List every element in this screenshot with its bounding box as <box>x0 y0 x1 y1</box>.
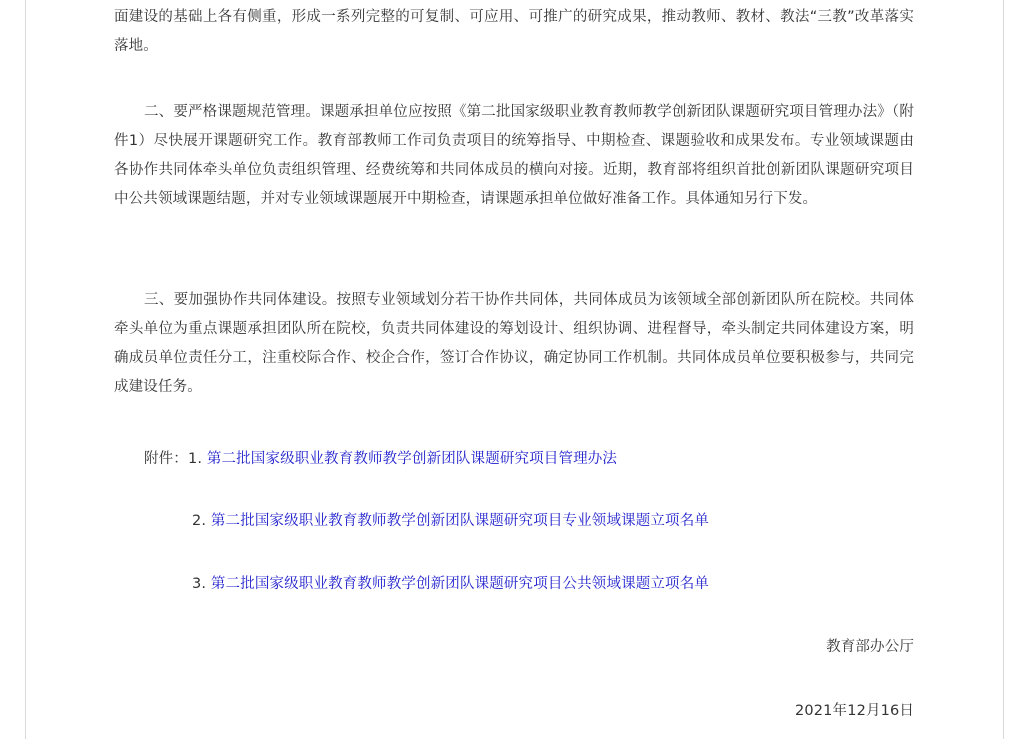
attachment-number: 1. <box>187 451 207 467</box>
attachment-number: 3. <box>192 576 211 592</box>
attachment-link-1[interactable]: 第二批国家级职业教育教师教学创新团队课题研究项目管理办法 <box>206 451 618 467</box>
attachment-link-3[interactable]: 第二批国家级职业教育教师教学创新团队课题研究项目公共领域课题立项名单 <box>210 576 710 592</box>
attachment-row-3 <box>192 570 709 599</box>
attachment-number: 2. <box>192 513 211 529</box>
attachment-link-2[interactable]: 第二批国家级职业教育教师教学创新团队课题研究项目专业领域课题立项名单 <box>210 513 710 529</box>
paragraph-intro-tail: 面建设的基础上各有侧重，形成一系列完整的可复制、可应用、可推广的研究成果，推动教师、教材、教法“三教”改革落实落地。 <box>114 9 914 54</box>
paragraph-section-three: 三、要加强协作共同体建设。按照专业领域划分若干协作共同体，共同体成员为该领域全部创新团队所在院校。共同体牵头单位为重点课题承担团队所在院校，负责共同体建设的筹划设计、组织协调、进程督导，牵头制定共同体建设方案，明确成员单位责任分工，注重校际合作、校企合作，签订合作协议，确定协同工作机制。共同体成员单位要积极参与，共同完成建设任务。 <box>114 292 914 395</box>
paragraph-section-two: 二、要严格课题规范管理。课题承担单位应按照《第二批国家级职业教育教师教学创新团队课题研究项目管理办法》（附件1）尽快展开课题研究工作。教育部教师工作司负责项目的统筹指导、中期检查、课题验收和成果发布。专业领域课题由各协作共同体牵头单位负责组织管理、经费统筹和共同体成员的横向对接。近期，教育部将组织首批创新团队课题研究项目中公共领域课题结题，并对专业领域课题展开中期检查，请课题承担单位做好准备工作。具体通知另行下发。 <box>114 104 914 207</box>
attachment-prefix: 附件： <box>144 451 188 467</box>
signature-issuer: 教育部办公厅 <box>826 639 914 655</box>
signature-date: 2021年12月16日 <box>795 703 914 719</box>
attachment-row-1 <box>144 445 617 474</box>
attachment-row-2 <box>192 507 709 536</box>
